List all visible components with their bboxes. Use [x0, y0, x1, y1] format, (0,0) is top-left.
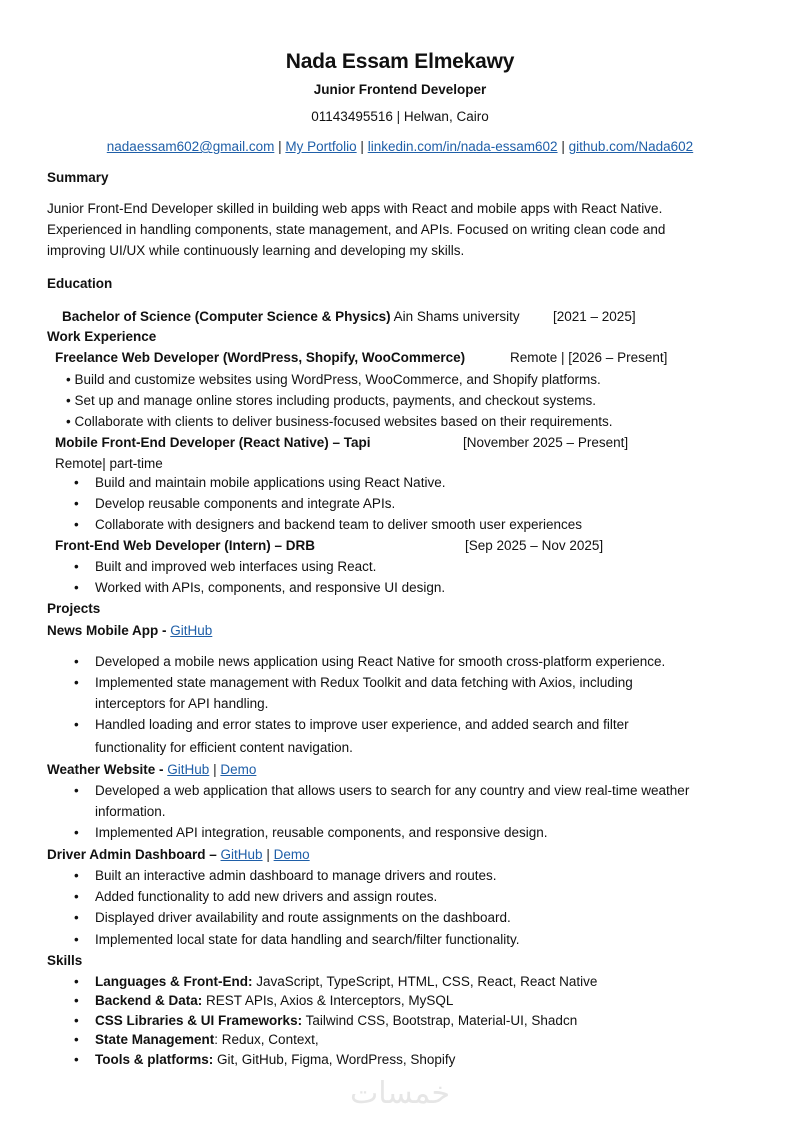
candidate-role: Junior Frontend Developer	[313, 82, 487, 97]
bullet-icon: •	[74, 475, 79, 490]
job-bullet: Worked with APIs, components, and responsive UI design.	[95, 580, 446, 595]
linkedin-link[interactable]: linkedin.com/in/nada-essam602	[367, 139, 558, 154]
watermark-logo: خمسات	[349, 1076, 451, 1111]
contact-line	[0, 109, 800, 124]
project-bullet: Developed a web application that allows users to search for any country and view real-time weather	[95, 783, 690, 798]
bullet-icon: •	[66, 393, 71, 408]
bullet-icon: •	[74, 825, 79, 840]
work-heading: Work Experience	[47, 329, 157, 344]
project-title: Driver Admin Dashboard – GitHub | Demo	[47, 847, 310, 862]
bullet-icon: •	[74, 1052, 79, 1067]
job-meta: [November 2025 – Present]	[463, 435, 629, 450]
projects-heading: Projects	[47, 601, 101, 616]
education-dates: [2021 – 2025]	[553, 309, 636, 324]
summary-line: improving UI/UX while continuously learning and developing my skills.	[47, 243, 465, 258]
project-bullet-cont: information.	[95, 804, 166, 819]
summary-heading: Summary	[47, 170, 109, 185]
github-link[interactable]: github.com/Nada602	[568, 139, 694, 154]
demo-link[interactable]: Demo	[220, 762, 257, 777]
project-title: News Mobile App - GitHub	[47, 623, 213, 638]
github-link[interactable]: GitHub	[167, 762, 210, 777]
project-bullet: Added functionality to add new drivers and assign routes.	[95, 889, 438, 904]
job-meta: [Sep 2025 – Nov 2025]	[465, 538, 604, 553]
bullet-icon: •	[66, 414, 71, 429]
separator: |	[396, 109, 401, 124]
job-bullet: • Collaborate with clients to deliver business-focused websites based on their requirements.	[66, 414, 613, 429]
bullet-icon: •	[74, 1032, 79, 1047]
job-bullet: • Build and customize websites using WordPress, WooCommerce, and Shopify platforms.	[66, 372, 601, 387]
skill-item: Tools & platforms: Git, GitHub, Figma, WordPress, Shopify	[95, 1052, 456, 1067]
job-subline: Remote| part-time	[55, 456, 163, 471]
skills-heading: Skills	[47, 953, 83, 968]
job-bullet: Build and maintain mobile applications using React Native.	[95, 475, 446, 490]
job-meta: Remote | [2026 – Present]	[510, 350, 668, 365]
candidate-name: Nada Essam Elmekawy	[285, 50, 515, 73]
bullet-icon: •	[66, 372, 71, 387]
skill-item: CSS Libraries & UI Frameworks: Tailwind CSS, Bootstrap, Material-UI, Shadcn	[95, 1013, 578, 1028]
education-heading: Education	[47, 276, 113, 291]
project-title: Weather Website - GitHub | Demo	[47, 762, 257, 777]
summary-line: Experienced in handling components, state management, and APIs. Focused on writing clean code and	[47, 222, 666, 237]
bullet-icon: •	[74, 675, 79, 690]
project-bullet: Implemented local state for data handling and search/filter functionality.	[95, 932, 520, 947]
bullet-icon: •	[74, 580, 79, 595]
bullet-icon: •	[74, 974, 79, 989]
education-entry	[62, 309, 520, 324]
project-bullet: Displayed driver availability and route assignments on the dashboard.	[95, 910, 511, 925]
phone: 01143495516	[311, 109, 393, 124]
contact-links	[0, 139, 800, 154]
degree: Bachelor of Science (Computer Science & Physics)	[62, 309, 391, 324]
job-bullet: Built and improved web interfaces using React.	[95, 559, 377, 574]
bullet-icon: •	[74, 868, 79, 883]
project-bullet: Implemented state management with Redux Toolkit and data fetching with Axios, including	[95, 675, 633, 690]
email-link[interactable]: nadaessam602@gmail.com	[106, 139, 275, 154]
school: Ain Shams university	[393, 309, 520, 324]
skill-item: Backend & Data: REST APIs, Axios & Interceptors, MySQL	[95, 993, 454, 1008]
summary-line: Junior Front-End Developer skilled in building web apps with React and mobile apps with React Native.	[47, 201, 663, 216]
project-bullet-cont: functionality for efficient content navigation.	[95, 740, 353, 755]
job-bullet: • Set up and manage online stores including products, payments, and checkout systems.	[66, 393, 597, 408]
location: Helwan, Cairo	[403, 109, 489, 124]
job-title: Freelance Web Developer (WordPress, Shopify, WooCommerce)	[55, 350, 466, 365]
separator: |	[360, 139, 364, 154]
github-link[interactable]: GitHub	[170, 623, 213, 638]
demo-link[interactable]: Demo	[273, 847, 310, 862]
bullet-icon: •	[74, 517, 79, 532]
job-title: Front-End Web Developer (Intern) – DRB	[55, 538, 316, 553]
project-bullet: Implemented API integration, reusable components, and responsive design.	[95, 825, 548, 840]
job-title: Mobile Front-End Developer (React Native) – Tapi	[55, 435, 371, 450]
bullet-icon: •	[74, 1013, 79, 1028]
github-link[interactable]: GitHub	[220, 847, 263, 862]
bullet-icon: •	[74, 783, 79, 798]
bullet-icon: •	[74, 910, 79, 925]
job-bullet: Develop reusable components and integrate APIs.	[95, 496, 396, 511]
project-bullet-cont: interceptors for API handling.	[95, 696, 269, 711]
skill-item: Languages & Front-End: JavaScript, TypeScript, HTML, CSS, React, React Native	[95, 974, 598, 989]
bullet-icon: •	[74, 559, 79, 574]
project-bullet: Developed a mobile news application using React Native for smooth cross-platform experience.	[95, 654, 666, 669]
separator: |	[561, 139, 565, 154]
skill-item: State Management: Redux, Context,	[95, 1032, 319, 1047]
project-bullet: Built an interactive admin dashboard to manage drivers and routes.	[95, 868, 497, 883]
portfolio-link[interactable]: My Portfolio	[285, 139, 357, 154]
separator: |	[278, 139, 282, 154]
bullet-icon: •	[74, 932, 79, 947]
bullet-icon: •	[74, 993, 79, 1008]
bullet-icon: •	[74, 889, 79, 904]
job-bullet: Collaborate with designers and backend team to deliver smooth user experiences	[95, 517, 583, 532]
bullet-icon: •	[74, 654, 79, 669]
bullet-icon: •	[74, 717, 79, 732]
bullet-icon: •	[74, 496, 79, 511]
project-bullet: Handled loading and error states to improve user experience, and added search and filter	[95, 717, 629, 732]
